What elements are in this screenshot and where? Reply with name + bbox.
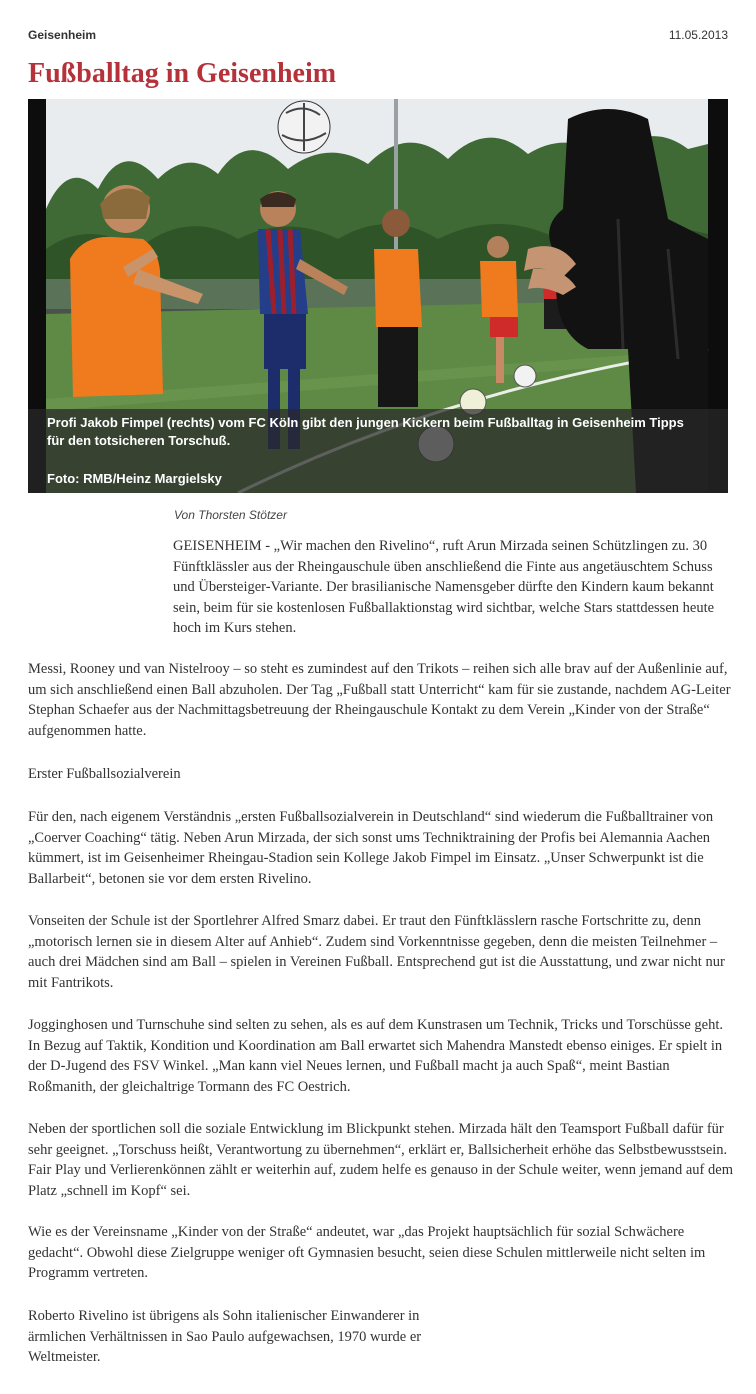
lead-paragraph: GEISENHEIM - „Wir machen den Rivelino“, ruft Arun Mirzada seinen Schützlingen zu. 30 Fünftklässler aus der Rheingauschule üben anschließend die Finte aus angetäuschtem Schuss und Übersteiger-Variante. Der brasilianische Namensgeber dürfte den Kindern kaum bekannt sein, beim für sie kostenlosen Fußballaktionstag wird sichtbar, welche Stars stattdessen heute hoch im Kurs stehen.	[173, 538, 715, 636]
photo-credit: Foto: RMB/Heinz Margielsky	[47, 471, 222, 486]
photo-caption	[28, 409, 728, 493]
article-photo[interactable]	[28, 99, 728, 493]
category-label[interactable]: Geisenheim	[28, 28, 97, 42]
body-paragraph: Roberto Rivelino ist übrigens als Sohn italienischer Einwanderer in ärmlichen Verhältnissen in Sao Paulo aufgewachsen, 1970 wurde er Weltmeister.	[28, 1308, 422, 1365]
author-byline: Von Thorsten Stötzer	[174, 508, 287, 522]
body-paragraph: Wie es der Vereinsname „Kinder von der Straße“ andeutet, war „das Projekt hauptsächlich für sozial Schwächere gedacht“. Obwohl diese Zielgruppe weniger oft Gymnasien besucht, seien diese Schulen mittlerweile nicht selten im Programm vertreten.	[28, 1224, 706, 1281]
body-paragraph: Für den, nach eigenem Verständnis „ersten Fußballsozialverein in Deutschland“ sind wiederum die Fußballtrainer von „Coerver Coaching“ tätig. Neben Arun Mirzada, der sich sonst ums Techniktraining der Profis bei Alemannia Aachen kümmert, ist im Geisenheimer Rheingau-Stadion sein Kollege Jakob Fimpel im Einsatz. „Unser Schwerpunkt ist die Ballarbeit“, betonen sie vor dem ersten Rivelino.	[28, 809, 714, 887]
section-subheading: Erster Fußballsozialverein	[28, 766, 181, 782]
body-paragraph: Vonseiten der Schule ist der Sportlehrer Alfred Smarz dabei. Er traut den Fünftklässlern rasche Fortschritte zu, denn „motorisch lernen sie in diesem Alter auf Anhieb“. Zudem sind Vorkenntnisse gegeben, denn die meisten Teilnehmer – auch drei Mädchen sind am Ball – spielen in Vereinen Fußball. Entsprechend gut ist die Ausstattung, und zwar nicht nur mit Fantrikots.	[28, 913, 725, 991]
article-title: Fußballtag in Geisenheim	[28, 58, 337, 89]
article-header-bar	[28, 28, 728, 44]
body-paragraph: Messi, Rooney und van Nistelrooy – so steht es zumindest auf den Trikots – reihen sich alle brav auf der Außenlinie auf, um sich anschließend einen Ball abzuholen. Der Tag „Fußball statt Unterricht“ kam für sie zustande, nachdem AG-Leiter Stephan Schaefer aus der Nachmittagsbetreuung der Rheingauschule Kontakt zu dem Verein „Kinder von der Straße“ aufgenommen hatte.	[28, 661, 731, 739]
publish-date: 11.05.2013	[668, 28, 728, 42]
body-paragraph: Jogginghosen und Turnschuhe sind selten zu sehen, als es auf dem Kunstrasen um Technik, Tricks und Torschüsse geht. In Bezug auf Taktik, Kondition und Koordination am Ball erwartet sich Mahendra Manstedt ebenso einiges. Er spielt in der D-Jugend des FSV Winkel. „Man kann viel Neues lernen, und Fußball macht ja auch Spaß“, meint Bastian Roßmanith, der gleichaltrige Tormann des FC Oestrich.	[28, 1017, 723, 1095]
body-paragraph: Neben der sportlichen soll die soziale Entwicklung im Blickpunkt stehen. Mirzada hält den Teamsport Fußball dafür für sehr geeignet. „Torschuss heißt, Verantwortung zu übernehmen“, erklärt er, Ballsicherheit erhöhe das Selbstbewusstsein. Fair Play und Verlierenkönnen zählt er weiterhin auf, zudem helfe es genauso in der Schule weiter, wenn jemand auf dem Platz „schnell im Kopf“ sei.	[28, 1121, 733, 1199]
caption-text: Profi Jakob Fimpel (rechts) vom FC Köln gibt den jungen Kickern beim Fußballtag in Geisenheim Tipps für den totsicheren Torschuß.	[47, 415, 684, 448]
